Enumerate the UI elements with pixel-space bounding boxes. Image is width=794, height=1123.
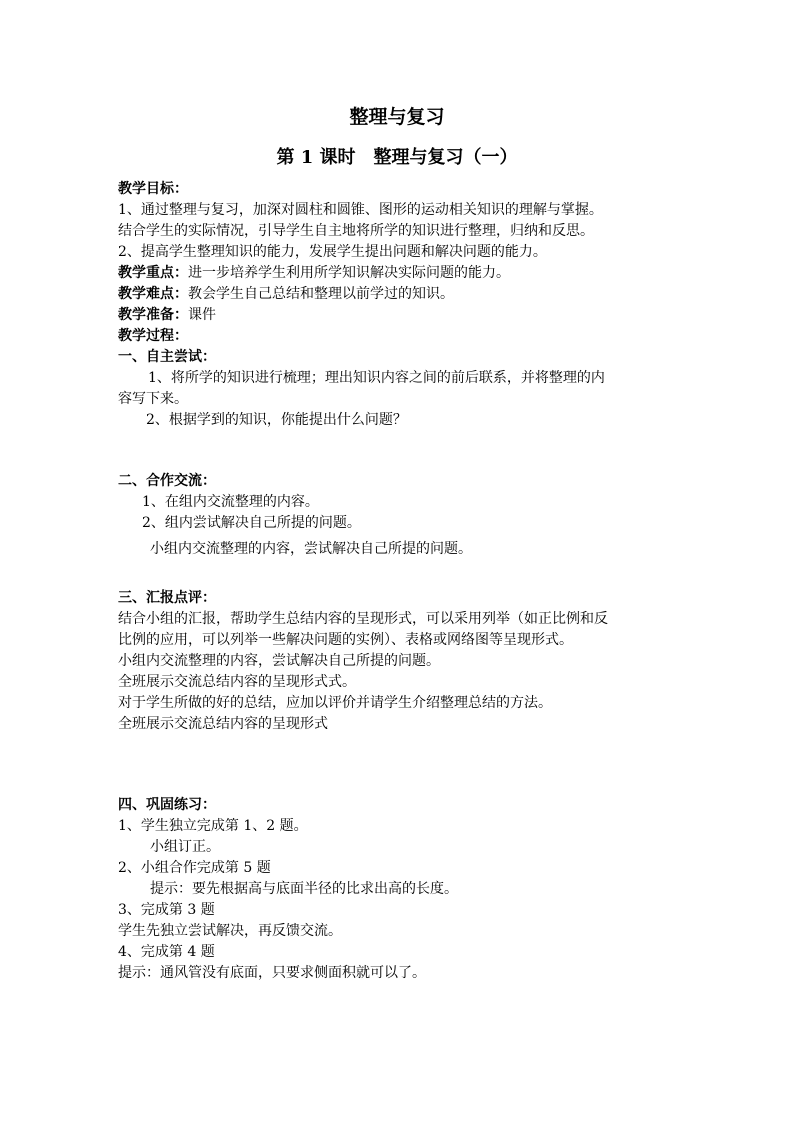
section-4-item-2-note: 提示：要先根据高与底面半径的比求出高的长度。 xyxy=(150,881,458,897)
section-4-item-4-note: 提示：通风管没有底面，只要求侧面积就可以了。 xyxy=(118,965,426,981)
section-3-paragraph-1-continued: 比例的应用，可以列举一些解决问题的实例）、表格或网络图等呈现形式。 xyxy=(118,632,573,648)
section-4-item-3-note: 学生先独立尝试解决，再反馈交流。 xyxy=(118,923,342,939)
preparation-text: 课件 xyxy=(188,307,216,323)
difficulty-line xyxy=(118,284,454,304)
section-2-note: 小组内交流整理的内容，尝试解决自己所提的问题。 xyxy=(150,541,472,557)
document-title: 整理与复习 xyxy=(349,106,445,128)
section-3-paragraph-4: 对于学生所做的好的总结，应加以评价并请学生介绍整理总结的方法。 xyxy=(118,695,552,711)
section-4-item-3: 3、完成第 3 题 xyxy=(118,902,215,918)
section-1-item-1-continued: 容写下来。 xyxy=(118,391,188,407)
preparation-label: 教学准备： xyxy=(118,307,188,323)
section-2-item-2: 2、组内尝试解决自己所提的问题。 xyxy=(142,515,361,531)
goal-item-1: 1、通过整理与复习，加深对圆柱和圆锥、图形的运动相关知识的理解与掌握。 xyxy=(118,202,603,218)
goal-item-1-continued: 结合学生的实际情况，引导学生自主地将所学的知识进行整理，归纳和反思。 xyxy=(118,223,594,239)
section-3-paragraph-3: 全班展示交流总结内容的呈现形式式。 xyxy=(118,674,356,690)
section-3-paragraph-2: 小组内交流整理的内容，尝试解决自己所提的问题。 xyxy=(118,653,440,669)
section-4-item-1-note: 小组订正。 xyxy=(150,839,220,855)
section-3-paragraph-5: 全班展示交流总结内容的呈现形式 xyxy=(118,716,328,732)
difficulty-text: 教会学生自己总结和整理以前学过的知识。 xyxy=(188,286,454,302)
key-point-text: 进一步培养学生利用所学知识解决实际问题的能力。 xyxy=(188,265,510,281)
key-point-label: 教学重点： xyxy=(118,265,188,281)
section-1-item-2: 2、根据学到的知识，你能提出什么问题？ xyxy=(146,412,407,428)
section-4-heading: 四、巩固练习： xyxy=(118,797,216,813)
section-3-paragraph-1: 结合小组的汇报，帮助学生总结内容的呈现形式，可以采用列举（如正比例和反 xyxy=(118,611,608,627)
lesson-subtitle: 第 1 课时 整理与复习（一） xyxy=(276,147,518,168)
key-point-line xyxy=(118,263,510,283)
section-4-item-2: 2、小组合作完成第 5 题 xyxy=(118,860,271,876)
preparation-line xyxy=(118,305,216,325)
section-3-heading: 三、汇报点评： xyxy=(118,590,216,606)
section-2-heading: 二、合作交流： xyxy=(118,473,216,489)
section-2-item-1: 1、在组内交流整理的内容。 xyxy=(142,494,319,510)
difficulty-label: 教学难点： xyxy=(118,286,188,302)
goals-label: 教学目标： xyxy=(118,181,188,197)
section-4-item-1: 1、学生独立完成第 1、2 题。 xyxy=(118,818,308,834)
goal-item-2: 2、提高学生整理知识的能力，发展学生提出问题和解决问题的能力。 xyxy=(118,244,547,260)
section-4-item-4: 4、完成第 4 题 xyxy=(118,944,215,960)
section-1-heading: 一、自主尝试： xyxy=(118,349,216,365)
process-label: 教学过程： xyxy=(118,328,188,344)
section-1-item-1: 1、将所学的知识进行梳理；理出知识内容之间的前后联系，并将整理的内 xyxy=(148,370,605,386)
